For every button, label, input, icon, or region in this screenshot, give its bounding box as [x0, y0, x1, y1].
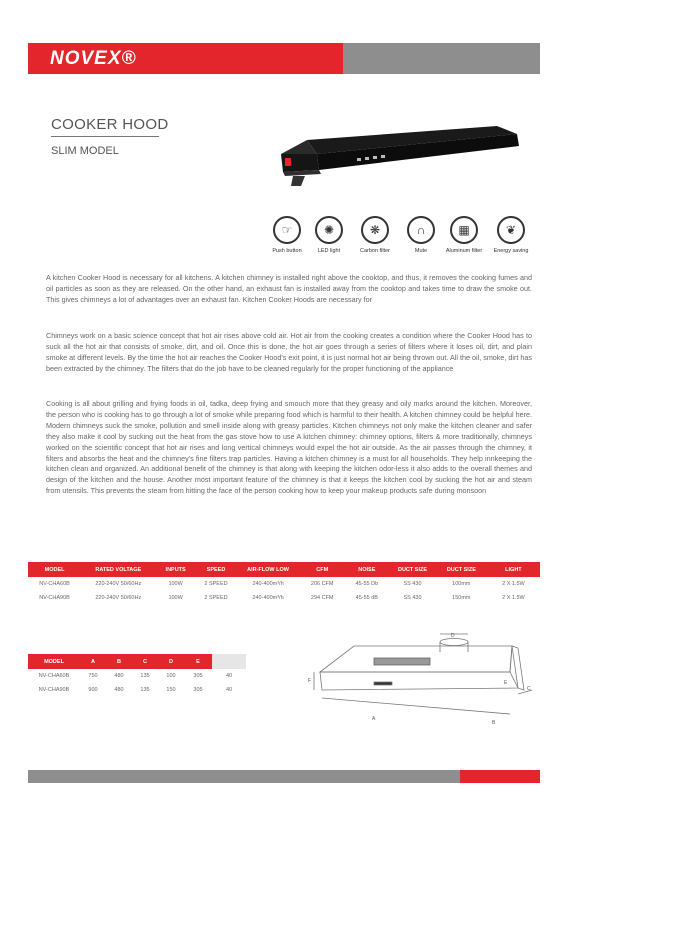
- column-header: LIGHT: [487, 562, 540, 577]
- column-header: DUCT SIZE: [436, 562, 487, 577]
- table-cell: 2 SPEED: [204, 581, 228, 587]
- column-header: MODEL: [28, 654, 80, 669]
- column-header: DUCT SIZE: [389, 562, 436, 577]
- table-cell: 900: [88, 687, 98, 693]
- table-cell: 294 CFM: [310, 595, 334, 601]
- feature-energy-saving: [481, 216, 541, 254]
- table-cell: 135: [140, 673, 150, 679]
- table-cell: 45-55 dB: [355, 595, 378, 601]
- table-row: [28, 669, 246, 683]
- table-cell: 480: [114, 687, 124, 693]
- page-title: COOKER HOOD: [51, 116, 169, 133]
- table-cell: 150mm: [452, 595, 471, 601]
- table-cell: NV-CHA60B: [39, 581, 70, 587]
- spec-table-header: [28, 562, 540, 577]
- feature-label: Carbon filter: [360, 248, 390, 254]
- table-cell: NV-CHA60B: [38, 673, 70, 679]
- table-cell: 750: [88, 673, 98, 679]
- aluminum-filter-icon: ▦: [450, 216, 478, 244]
- table-cell: 240-400m³/h: [252, 581, 284, 587]
- table-row: [28, 591, 540, 605]
- column-header: SPEED: [196, 562, 236, 577]
- led-light-icon: ✺: [315, 216, 343, 244]
- table-cell: 220-240V 50/60Hz: [95, 595, 142, 601]
- footer-gray-band: [28, 770, 460, 783]
- diagram-label-b: B: [492, 720, 496, 726]
- diagram-label-d: D: [451, 633, 455, 639]
- feature-label: Mute: [414, 248, 428, 254]
- header-gray-band: [343, 43, 540, 74]
- mute-icon: ∩: [407, 216, 435, 244]
- table-cell: 480: [114, 673, 124, 679]
- dimension-diagram: [306, 632, 534, 742]
- feature-label: Aluminum filter: [445, 248, 483, 254]
- table-row: [28, 577, 540, 591]
- column-header: A: [80, 654, 106, 669]
- footer-red-band: [460, 770, 540, 783]
- column-header: AIR-FLOW LOW: [236, 562, 300, 577]
- table-cell: SS 430: [403, 595, 422, 601]
- feature-label: Push button: [272, 248, 302, 254]
- footer-bar: [28, 770, 540, 783]
- table-cell: 305: [193, 673, 203, 679]
- column-header: [212, 654, 246, 669]
- description-paragraph-2: Chimneys work on a basic science concept that hot air rises above cold air. Hot air from the cooking creates a condition where the Cooker Hood has to suck all the hot air that consists of smoke, dirt, and oil. Once this is done, the hot air goes through a series of filters where it loses oil, dirt, and plain smoke at different levels. By the time the hot air reaches the Cooker Hood's exit point, it is just normal hot air being thrown out. All the oil, smoke, dirt has been extracted by the chimney. The filters that do the job have to be cleaned regularly for the proper functioning of the appliance: [46, 331, 532, 373]
- brand-logo: NOVEX®: [50, 48, 137, 69]
- column-header: C: [132, 654, 158, 669]
- table-cell: NV-CHA90B: [38, 687, 70, 693]
- column-header: B: [106, 654, 132, 669]
- diagram-label-a: A: [372, 716, 376, 722]
- table-cell: 220-240V 50/60Hz: [95, 581, 142, 587]
- table-cell: 2 SPEED: [204, 595, 228, 601]
- table-cell: 2 X 1.5W: [502, 595, 525, 601]
- table-cell: 40: [225, 687, 233, 693]
- table-row: [28, 683, 246, 697]
- table-cell: 100mm: [452, 581, 471, 587]
- carbon-filter-icon: ❋: [361, 216, 389, 244]
- description-paragraph-1: A kitchen Cooker Hood is necessary for all kitchens. A kitchen chimney is installed right above the cooktop, and thus, it removes the cooking fumes and oil particles as soon as they are released. On the other hand, an exhaust fan is installed away from the cooktop and takes time to draw the smoke out. This gives chimneys a lot of advantages over an exhaust fan. Kitchen Cooker Hoods are necessary for: [46, 273, 532, 304]
- cooker-hood-product-image: [265, 118, 537, 198]
- table-cell: 100: [166, 673, 176, 679]
- diagram-label-e: E: [504, 680, 508, 686]
- column-header: NOISE: [345, 562, 390, 577]
- table-cell: 2 X 1.5W: [502, 581, 525, 587]
- column-header: D: [158, 654, 184, 669]
- table-cell: 40: [225, 673, 233, 679]
- dimension-table: [28, 654, 246, 697]
- page-subtitle: SLIM MODEL: [51, 145, 119, 157]
- column-header: MODEL: [28, 562, 81, 577]
- diagram-label-f: F: [308, 678, 312, 684]
- column-header: RATED VOLTAGE: [81, 562, 155, 577]
- table-cell: 45-55 Db: [355, 581, 379, 587]
- description-paragraph-3: Cooking is all about grilling and frying foods in oil, tadka, deep frying and smouch more that they greasy and oily marks around the kitchen. Moreover, the person who is cooking has to go through a lot of smoke while preparing food which is harmful to their health. A kitchen chimney could be helpful here. Modern chimneys suck the smoke, pollution and smell inside along with greasy particles. Kitchen chimneys not only make the kitchen cleaner and safer they also make it cool by sucking out the heat from the gas stove how to use A kitchen chimney: chimney options, filters & more traditionally, chimneys worked on the scientific concept that hot air rises and long vertical chimneys would expel the hot air outside. As the air passes through the chimney, it filters and absorbs the heat and the chimney's fine filters trap particles. Having a kitchen chimney is a must for all households. They help innkeeping the kitchen clean and organized. An additional benefit of the chimney is that along with keeping the kitchen odor-less it also adds to the overall themes and design of the kitchen and the house. Another most important feature of the chimney is that it keeps the kitchen cool by sucking the hot air and steam from utensils. This prevents the steam from hitting the face of the person cooking how to keep your makeup products safe during monsoon: [46, 399, 532, 496]
- table-cell: NV-CHA90B: [39, 595, 70, 601]
- table-cell: 100W: [168, 581, 183, 587]
- table-cell: 100W: [168, 595, 183, 601]
- title-underline: [51, 136, 159, 137]
- column-header: E: [184, 654, 212, 669]
- feature-label: Energy saving: [493, 248, 529, 254]
- push-button-icon: ☞: [273, 216, 301, 244]
- table-cell: SS 430: [403, 581, 422, 587]
- table-cell: 150: [166, 687, 176, 693]
- feature-label: LED light: [317, 248, 341, 254]
- energy-saving-icon: ❦: [497, 216, 525, 244]
- spec-table: [28, 562, 540, 605]
- table-cell: 206 CFM: [310, 581, 334, 587]
- header-bar: [28, 43, 540, 74]
- column-header: CFM: [300, 562, 345, 577]
- table-cell: 240-400m³/h: [252, 595, 284, 601]
- column-header: INPUTS: [155, 562, 195, 577]
- dimension-table-header: [28, 654, 246, 669]
- diagram-label-c: C: [527, 686, 531, 692]
- table-cell: 305: [193, 687, 203, 693]
- table-cell: 135: [140, 687, 150, 693]
